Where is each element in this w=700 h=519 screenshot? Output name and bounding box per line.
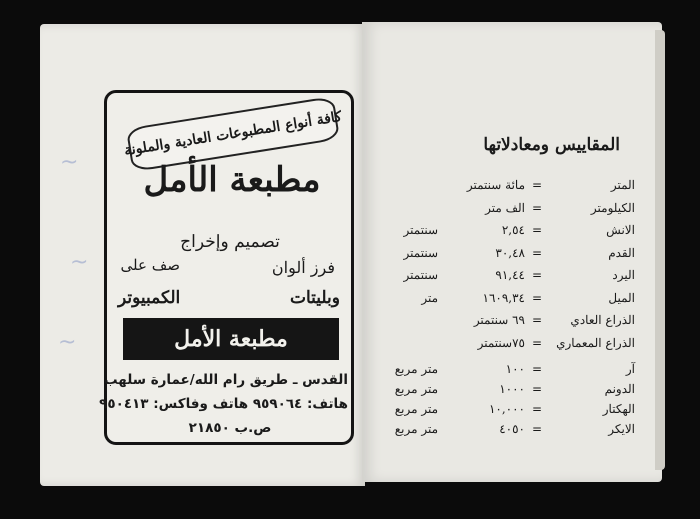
measure-row	[380, 402, 635, 422]
ad-design-line: تصميم وإخراج	[180, 232, 280, 252]
measure-equals: =	[532, 402, 543, 416]
measure-equals: =	[532, 268, 543, 282]
measure-equals: =	[532, 290, 543, 305]
measure-unit: متر مربع	[394, 382, 438, 396]
measure-unit: متر مربع	[394, 402, 438, 416]
measure-row	[380, 268, 635, 288]
measure-value: ٦٩ سنتمتر	[473, 313, 525, 327]
measure-unit: سنتمتر	[403, 268, 438, 282]
ad-phone: هاتف: ٩٥٩٠٦٤ هاتف وفاكس: ٩٥٠٤١٣	[99, 396, 348, 412]
measure-name: الذراع العادي	[570, 313, 635, 327]
ad-po-box: ص.ب ٢١٨٥٠	[188, 420, 272, 436]
measure-row	[380, 362, 635, 382]
pencil-mark: ~	[58, 330, 77, 355]
measure-unit: متر مربع	[394, 422, 438, 436]
measure-value: مائة سنتمتر	[466, 178, 525, 192]
measure-row	[380, 178, 635, 198]
measures-heading: المقاييس ومعادلاتها	[483, 135, 620, 155]
measure-value: ٩١,٤٤	[495, 268, 525, 282]
ad-banner-text: كافة أنواع المطبوعات العادية والملونة	[123, 108, 343, 160]
measure-equals: =	[532, 245, 543, 260]
measure-row	[380, 422, 635, 442]
measure-equals: =	[532, 313, 543, 327]
measure-equals: =	[532, 223, 543, 237]
ad-color-separation: فرز ألوان	[271, 258, 335, 277]
measure-row	[380, 291, 635, 311]
measure-name: الايكر	[608, 422, 635, 436]
measure-equals: =	[532, 382, 543, 396]
measure-name: الانش	[606, 223, 635, 237]
measure-equals: =	[532, 422, 543, 436]
measure-name: الدونم	[604, 382, 635, 396]
measure-row	[380, 246, 635, 266]
measure-value: ٢,٥٤	[501, 223, 525, 237]
pencil-mark: ~	[60, 150, 79, 175]
measure-equals: =	[532, 362, 543, 376]
measure-name: المتر	[610, 178, 635, 192]
ad-services-line	[118, 288, 340, 308]
measure-unit: سنتمتر	[403, 245, 438, 260]
measure-value: ١٠٠	[505, 362, 525, 376]
measure-value: ١٠,٠٠٠	[488, 402, 525, 416]
measure-value: الف متر	[485, 200, 525, 215]
measure-name: الهكتار	[602, 402, 635, 416]
page-edge-stack	[655, 30, 665, 470]
measure-row	[380, 313, 635, 333]
measure-name: اليرد	[612, 268, 635, 282]
ad-service-computer: الكمبيوتر	[118, 288, 181, 308]
measure-value: ٤٠٥٠	[499, 422, 525, 436]
measure-value: ٧٥سنتمتر	[477, 335, 525, 350]
measure-unit: متر مربع	[394, 362, 438, 376]
ad-address: القدس ـ طريق رام الله/عمارة سلهب	[104, 372, 348, 388]
measure-equals: =	[532, 200, 543, 215]
ad-service-plates: وبليتات	[289, 288, 340, 308]
measure-unit: متر	[421, 290, 438, 305]
measure-row	[380, 336, 635, 356]
measure-equals: =	[532, 178, 543, 192]
ad-black-bar-text: مطبعة الأمل	[174, 326, 288, 352]
measure-equals: =	[532, 335, 543, 350]
measure-name: القدم	[608, 245, 635, 260]
measure-name: الذراع المعماري	[556, 335, 635, 350]
measure-name: الميل	[608, 290, 635, 305]
measure-value: ١٠٠٠	[499, 382, 525, 396]
ad-black-bar	[123, 318, 339, 360]
measure-value: ٣٠,٤٨	[495, 245, 525, 260]
measure-name: آر	[625, 362, 635, 376]
pencil-mark: ~	[70, 250, 89, 275]
ad-brand-calligraphy: مطبعة الأمل	[143, 160, 321, 200]
ad-typesetting: صف على	[120, 256, 180, 274]
measure-value: ١٦٠٩,٣٤	[482, 290, 525, 305]
measure-row	[380, 201, 635, 221]
measure-name: الكيلومتر	[590, 200, 635, 215]
measure-row	[380, 223, 635, 243]
measure-row	[380, 382, 635, 402]
measure-unit: سنتمتر	[403, 223, 438, 237]
